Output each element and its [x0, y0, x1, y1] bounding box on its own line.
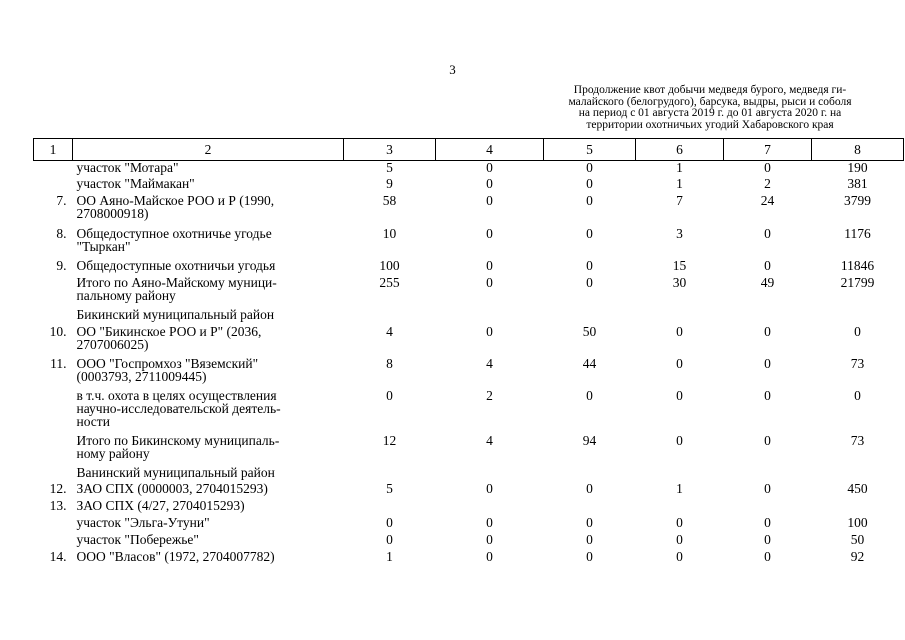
- row-index: [34, 308, 73, 325]
- value-cell-col-3: 0: [386, 531, 393, 547]
- row-name-cell: [73, 161, 344, 177]
- row-index: [34, 466, 73, 482]
- row-name-cell: [73, 259, 344, 276]
- header-cell: 6: [636, 139, 724, 161]
- table-header-row: [34, 139, 904, 161]
- table-body: [34, 161, 904, 567]
- header-cell: 5: [544, 139, 636, 161]
- value-cell-col-3: 12: [382, 432, 397, 448]
- value-cell-col-5: [544, 308, 636, 325]
- value-cell-col-5: 0: [586, 480, 593, 496]
- value-cell-col-3: [344, 466, 436, 482]
- value-cell-col-6: 0: [676, 531, 683, 547]
- row-index: [34, 276, 73, 308]
- value-cell-col-6: 15: [672, 257, 687, 273]
- value-cell-col-6: 1: [676, 160, 683, 175]
- value-cell-col-7: 2: [764, 175, 771, 191]
- table-row: [34, 357, 904, 389]
- value-cell-col-4: 0: [486, 175, 493, 191]
- row-name: Ванинский муниципальный район: [76, 464, 275, 480]
- header-cell: 7: [724, 139, 812, 161]
- value-cell-col-8: 100: [847, 514, 868, 530]
- value-cell-col-7: 0: [764, 225, 771, 241]
- value-cell-col-5: 50: [582, 323, 597, 339]
- row-name: ООО "Госпромхоз "Вяземский" (0003793, 2711009445): [76, 355, 259, 384]
- quota-table: [33, 138, 904, 567]
- page-number: 3: [449, 62, 456, 77]
- value-cell-col-4: 0: [486, 160, 493, 175]
- value-cell-col-6: 7: [676, 192, 683, 208]
- value-cell-col-5: [544, 499, 636, 516]
- row-name: Общедоступное охотничье угодье "Тыркан": [76, 225, 272, 254]
- row-index: [34, 389, 73, 434]
- value-cell-col-4: 0: [486, 225, 493, 241]
- caption-line: Продолжение квот добычи медведя бурого, медведя ги-: [573, 84, 847, 96]
- value-cell-col-5: 0: [586, 225, 593, 241]
- row-index: 9.: [56, 257, 67, 273]
- row-index: 13.: [49, 497, 67, 513]
- value-cell-col-7: [724, 499, 812, 516]
- value-cell-col-8: 190: [847, 160, 868, 175]
- value-cell-col-3: 100: [379, 257, 400, 273]
- value-cell-col-4: [436, 308, 544, 325]
- value-cell-col-8: 0: [854, 387, 861, 403]
- value-cell-col-8: 50: [850, 531, 865, 547]
- value-cell-col-5: 44: [582, 355, 597, 371]
- row-name-cell: [73, 482, 344, 499]
- caption-line: малайского (белогрудого), барсука, выдры, рыси и соболя: [568, 95, 852, 108]
- value-cell-col-3: 8: [386, 355, 393, 371]
- value-cell-col-5: 94: [582, 432, 597, 448]
- table-row: [34, 550, 904, 567]
- value-cell-col-4: 0: [486, 480, 493, 496]
- row-name: ЗАО СПХ (0000003, 2704015293): [76, 480, 268, 496]
- row-name-cell: [73, 227, 344, 259]
- value-cell-col-4: [436, 466, 544, 482]
- row-name: ОО "Бикинское РОО и Р" (2036, 2707006025): [76, 323, 262, 352]
- value-cell-col-4: 0: [486, 257, 493, 273]
- value-cell-col-3: 10: [382, 225, 397, 241]
- value-cell-col-3: 58: [382, 192, 397, 208]
- table-row: [34, 276, 904, 308]
- value-cell-col-3: 5: [386, 160, 393, 175]
- value-cell-col-8: [812, 466, 904, 482]
- value-cell-col-6: [636, 308, 724, 325]
- caption-line: территории охотничьих угодий Хабаровского края: [586, 118, 834, 131]
- value-cell-col-5: 0: [586, 192, 593, 208]
- value-cell-col-3: 1: [386, 548, 393, 564]
- row-name: участок "Побережье": [76, 531, 199, 547]
- value-cell-col-6: 0: [676, 323, 683, 339]
- header-cell: 4: [436, 139, 544, 161]
- table-row: [34, 194, 904, 227]
- row-name-cell: [73, 516, 344, 533]
- row-name: Бикинский муниципальный район: [76, 306, 275, 322]
- table-row: [34, 389, 904, 434]
- value-cell-col-3: [344, 499, 436, 516]
- value-cell-col-7: 0: [764, 323, 771, 339]
- row-name: участок "Маймакан": [76, 175, 195, 191]
- value-cell-col-6: 0: [676, 548, 683, 564]
- row-name-cell: [73, 194, 344, 227]
- value-cell-col-4: 0: [486, 531, 493, 547]
- table-caption: [545, 85, 875, 131]
- value-cell-col-8: 11846: [840, 257, 875, 273]
- value-cell-col-4: 0: [486, 323, 493, 339]
- row-name: участок "Мотара": [76, 160, 179, 175]
- row-index: [34, 177, 73, 194]
- value-cell-col-5: 0: [586, 175, 593, 191]
- row-name-cell: [73, 308, 344, 325]
- value-cell-col-6: 0: [676, 355, 683, 371]
- row-name: Итого по Аяно-Майскому муници- пальному району: [76, 274, 277, 303]
- row-name-cell: [73, 389, 344, 434]
- row-name: в т.ч. охота в целях осуществления научно-исследовательской деятель- ности: [76, 387, 281, 429]
- value-cell-col-8: 381: [847, 175, 868, 191]
- table-row: [34, 533, 904, 550]
- row-name-cell: [73, 533, 344, 550]
- row-index: [34, 516, 73, 533]
- table-row: [34, 308, 904, 325]
- value-cell-col-5: 0: [586, 514, 593, 530]
- row-name-cell: [73, 434, 344, 466]
- value-cell-col-5: 0: [586, 257, 593, 273]
- table-row: [34, 482, 904, 499]
- value-cell-col-8: [812, 308, 904, 325]
- table-row: [34, 325, 904, 357]
- value-cell-col-8: 0: [854, 323, 861, 339]
- value-cell-col-5: [544, 466, 636, 482]
- value-cell-col-3: 255: [379, 274, 400, 290]
- value-cell-col-6: 30: [672, 274, 687, 290]
- row-name-cell: [73, 466, 344, 482]
- header-cell: 1: [34, 139, 73, 161]
- value-cell-col-7: 49: [760, 274, 775, 290]
- row-index: 7.: [56, 192, 67, 208]
- table-row: [34, 161, 904, 177]
- row-name: ОО Аяно-Майское РОО и Р (1990, 2708000918): [76, 192, 275, 221]
- value-cell-col-6: [636, 499, 724, 516]
- value-cell-col-3: 4: [386, 323, 393, 339]
- value-cell-col-5: 0: [586, 387, 593, 403]
- value-cell-col-4: 4: [486, 432, 493, 448]
- value-cell-col-4: 0: [486, 548, 493, 564]
- row-name: ООО "Власов" (1972, 2704007782): [76, 548, 275, 564]
- value-cell-col-5: 0: [586, 531, 593, 547]
- row-index: [34, 533, 73, 550]
- row-index: 8.: [56, 225, 67, 241]
- row-index: 10.: [49, 323, 67, 339]
- value-cell-col-8: 73: [850, 432, 865, 448]
- row-index: 11.: [50, 355, 67, 371]
- row-name-cell: [73, 550, 344, 567]
- value-cell-col-7: 0: [764, 355, 771, 371]
- value-cell-col-6: [636, 466, 724, 482]
- value-cell-col-5: 0: [586, 274, 593, 290]
- table-row: [34, 466, 904, 482]
- value-cell-col-6: 0: [676, 432, 683, 448]
- value-cell-col-4: 2: [486, 387, 493, 403]
- value-cell-col-4: 0: [486, 192, 493, 208]
- row-name-cell: [73, 357, 344, 389]
- row-index: 14.: [49, 548, 67, 564]
- table-row: [34, 259, 904, 276]
- value-cell-col-7: 0: [764, 480, 771, 496]
- value-cell-col-6: 1: [676, 480, 683, 496]
- value-cell-col-6: 3: [676, 225, 683, 241]
- value-cell-col-7: 24: [760, 192, 775, 208]
- row-index: [34, 161, 73, 177]
- row-index: 12.: [49, 480, 67, 496]
- header-cell: 2: [73, 139, 344, 161]
- value-cell-col-3: [344, 308, 436, 325]
- value-cell-col-6: 1: [676, 175, 683, 191]
- value-cell-col-5: 0: [586, 548, 593, 564]
- row-name-cell: [73, 177, 344, 194]
- value-cell-col-4: 0: [486, 274, 493, 290]
- row-name: участок "Эльга-Утуни": [76, 514, 210, 530]
- value-cell-col-8: 3799: [844, 192, 871, 208]
- value-cell-col-7: 0: [764, 531, 771, 547]
- value-cell-col-4: 0: [486, 514, 493, 530]
- value-cell-col-8: 450: [847, 480, 868, 496]
- value-cell-col-7: 0: [764, 432, 771, 448]
- value-cell-col-3: 5: [386, 480, 393, 496]
- value-cell-col-8: 73: [850, 355, 865, 371]
- value-cell-col-6: 0: [676, 514, 683, 530]
- value-cell-col-8: 21799: [840, 274, 875, 290]
- row-name: Общедоступные охотничьи угодья: [76, 257, 276, 273]
- table-row: [34, 434, 904, 466]
- table-row: [34, 499, 904, 516]
- value-cell-col-7: 0: [764, 160, 771, 175]
- row-name-cell: [73, 325, 344, 357]
- table-row: [34, 177, 904, 194]
- value-cell-col-7: [724, 308, 812, 325]
- value-cell-col-7: 0: [764, 387, 771, 403]
- value-cell-col-3: 0: [386, 514, 393, 530]
- row-name: Итого по Бикинскому муниципаль- ному району: [76, 432, 280, 461]
- value-cell-col-6: 0: [676, 387, 683, 403]
- value-cell-col-7: 0: [764, 514, 771, 530]
- row-name: ЗАО СПХ (4/27, 2704015293): [76, 497, 245, 513]
- value-cell-col-8: 92: [850, 548, 865, 564]
- caption-line: на период с 01 августа 2019 г. до 01 августа 2020 г. на: [578, 107, 842, 119]
- value-cell-col-3: 0: [386, 387, 393, 403]
- value-cell-col-5: 0: [586, 160, 593, 175]
- row-name-cell: [73, 499, 344, 516]
- value-cell-col-7: 0: [764, 548, 771, 564]
- table-row: [34, 227, 904, 259]
- value-cell-col-3: 9: [386, 175, 393, 191]
- value-cell-col-7: 0: [764, 257, 771, 273]
- header-cell: 8: [812, 139, 904, 161]
- value-cell-col-4: 4: [486, 355, 493, 371]
- header-cell: 3: [344, 139, 436, 161]
- table-row: [34, 516, 904, 533]
- value-cell-col-4: [436, 499, 544, 516]
- row-index: [34, 434, 73, 466]
- value-cell-col-7: [724, 466, 812, 482]
- value-cell-col-8: 1176: [844, 225, 871, 241]
- row-name-cell: [73, 276, 344, 308]
- value-cell-col-8: [812, 499, 904, 516]
